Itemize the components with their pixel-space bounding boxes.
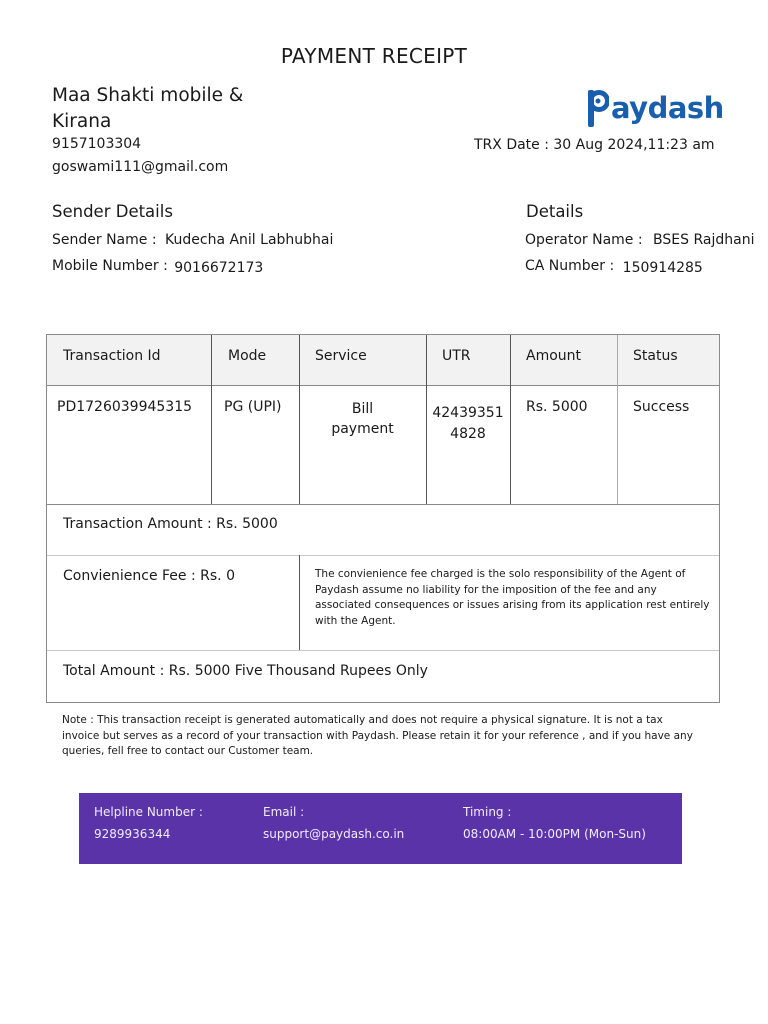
sender-name-row <box>52 232 333 248</box>
column-divider <box>617 335 618 504</box>
fee-disclaimer: The convienience fee charged is the solo responsibility of the Agent of Paydash assume no liability for the imposition of the fee and any associated consequences or issues arising from its application rest entirely with the Agent. <box>315 568 710 627</box>
operator-name-value: BSES Rajdhani <box>653 232 755 248</box>
cell-utr-line1: 42439351 <box>432 405 504 421</box>
column-divider <box>510 335 511 504</box>
ca-number-label: CA Number : <box>525 258 615 274</box>
header-utr: UTR <box>442 348 471 364</box>
header-mode: Mode <box>228 348 267 364</box>
cell-mode: PG (UPI) <box>224 399 282 415</box>
cell-utr-line2: 4828 <box>450 426 486 442</box>
column-divider <box>211 335 212 504</box>
shop-name: Maa Shakti mobile & Kirana <box>52 85 244 132</box>
paydash-logo-text: aydash <box>611 91 724 125</box>
ca-number-row <box>525 258 703 274</box>
row-divider <box>47 504 719 505</box>
sender-name-value: Kudecha Anil Labhubhai <box>165 232 334 248</box>
receipt-note: Note : This transaction receipt is generated automatically and does not require a physical signature. It is not a tax invoice but serves as a record of your transaction with Paydash. Please retain it for your reference , and if you have any queries, fell free to contact our Customer team. <box>62 714 693 757</box>
total-amount: Total Amount : Rs. 5000 Five Thousand Rupees Only <box>63 663 428 679</box>
paydash-logo <box>585 83 724 133</box>
helpline-number[interactable]: 9289936344 <box>94 827 171 841</box>
page-title: PAYMENT RECEIPT <box>280 44 468 68</box>
cell-status: Success <box>633 399 690 415</box>
cell-transaction-id: PD1726039945315 <box>57 399 193 415</box>
shop-phone: 9157103304 <box>52 136 142 152</box>
row-divider <box>47 555 719 556</box>
cell-service-line1: Bill <box>351 401 374 417</box>
operator-name-label: Operator Name : <box>525 232 643 248</box>
sender-name-label: Sender Name : <box>52 232 157 248</box>
ca-number-value: 150914285 <box>622 260 703 276</box>
column-divider <box>299 555 300 650</box>
contact-footer <box>79 793 682 864</box>
trx-date: TRX Date : 30 Aug 2024,11:23 am <box>474 137 715 153</box>
details-heading: Details <box>526 202 584 221</box>
row-divider <box>47 650 719 651</box>
helpline-label: Helpline Number : <box>94 805 203 819</box>
operator-name-row <box>525 232 754 248</box>
convenience-fee: Convienience Fee : Rs. 0 <box>63 568 235 584</box>
shop-email: goswami111@gmail.com <box>52 159 229 175</box>
support-email-link[interactable]: support@paydash.co.in <box>263 827 405 841</box>
paydash-logo-icon <box>585 87 609 129</box>
sender-details-heading: Sender Details <box>52 202 173 221</box>
header-amount: Amount <box>526 348 582 364</box>
header-transaction-id: Transaction Id <box>63 348 161 364</box>
cell-amount: Rs. 5000 <box>526 399 588 415</box>
timing-label: Timing : <box>463 805 512 819</box>
cell-service <box>299 399 426 439</box>
mobile-number-label: Mobile Number : <box>52 258 168 274</box>
timing-value: 08:00AM - 10:00PM (Mon-Sun) <box>463 827 646 841</box>
cell-utr <box>426 403 510 445</box>
transaction-amount: Transaction Amount : Rs. 5000 <box>63 516 278 532</box>
header-service: Service <box>315 348 367 364</box>
header-status: Status <box>633 348 678 364</box>
cell-service-line2: payment <box>331 421 394 437</box>
email-label: Email : <box>263 805 305 819</box>
transaction-table <box>46 334 720 703</box>
mobile-number-value: 9016672173 <box>174 260 264 276</box>
mobile-number-row <box>52 258 263 274</box>
